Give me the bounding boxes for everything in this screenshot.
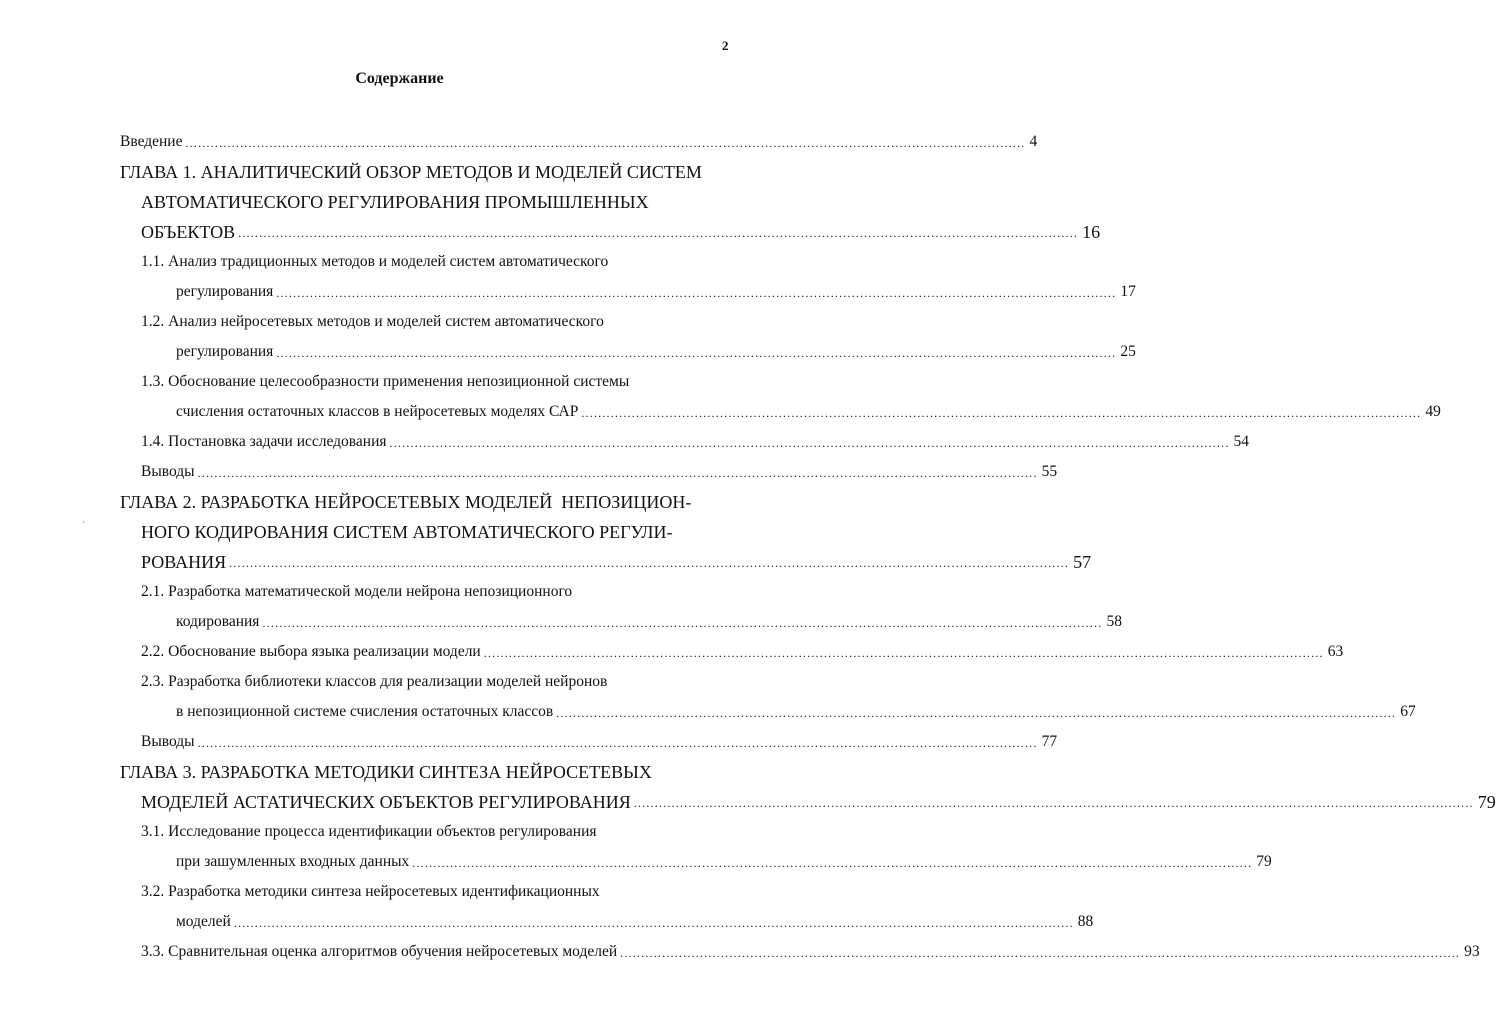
toc-entry[interactable]: 2.2. Обоснование выбора языка реализации модели ........................................................................................................................................................................................................ 63 [141, 643, 1344, 660]
dot-leader: ........................................................................................................................................................................................................ [389, 436, 1230, 450]
dot-leader: ........................................................................................................................................................................................................ [556, 706, 1397, 720]
toc-entry[interactable]: ГЛАВА 1. АНАЛИТИЧЕСКИЙ ОБЗОР МЕТОДОВ И МОДЕЛЕЙ СИСТЕМ [120, 162, 702, 182]
page-title: Содержание [355, 70, 444, 87]
toc-entry[interactable]: при зашумленных входных данных ........................................................................................................................................................................................................ 79 [176, 853, 1272, 870]
toc-entry[interactable]: Выводы ........................................................................................................................................................................................................ 55 [141, 463, 1058, 480]
dot-leader: ........................................................................................................................................................................................................ [276, 286, 1117, 300]
toc-entry[interactable]: счисления остаточных классов в нейросетевых моделях САР ........................................................................................................................................................................................................ 49 [176, 403, 1441, 420]
toc-entry[interactable]: ОБЪЕКТОВ ........................................................................................................................................................................................................ 16 [141, 222, 1101, 242]
dot-leader: ........................................................................................................................................................................................................ [581, 406, 1422, 420]
dot-leader: ........................................................................................................................................................................................................ [483, 646, 1324, 660]
toc-entry[interactable]: кодирования ........................................................................................................................................................................................................ 58 [176, 613, 1122, 630]
dot-leader: ........................................................................................................................................................................................................ [185, 136, 1026, 150]
dot-leader: ........................................................................................................................................................................................................ [197, 736, 1038, 750]
dot-leader: ........................................................................................................................................................................................................ [412, 856, 1253, 870]
toc-entry[interactable]: 3.1. Исследование процесса идентификации объектов регулирования [141, 823, 597, 840]
toc-entry[interactable]: 3.3. Сравнительная оценка алгоритмов обучения нейросетевых моделей ........................................................................................................................................................................................................ 93 [141, 943, 1480, 960]
toc-entry[interactable]: 1.4. Постановка задачи исследования ........................................................................................................................................................................................................ 54 [141, 433, 1250, 450]
toc-entry[interactable]: ГЛАВА 2. РАЗРАБОТКА НЕЙРОСЕТЕВЫХ МОДЕЛЕЙ НЕПОЗИЦИОН- [120, 492, 692, 512]
dot-leader: ........................................................................................................................................................................................................ [238, 226, 1079, 240]
dot-leader: ........................................................................................................................................................................................................ [229, 556, 1070, 570]
dot-leader: ........................................................................................................................................................................................................ [276, 346, 1117, 360]
toc-entry[interactable]: 1.1. Анализ традиционных методов и моделей систем автоматического [141, 253, 609, 270]
toc-entry[interactable]: моделей ........................................................................................................................................................................................................ 88 [176, 913, 1094, 930]
toc-entry[interactable]: Выводы ........................................................................................................................................................................................................ 77 [141, 733, 1058, 750]
toc-entry[interactable]: 3.2. Разработка методики синтеза нейросетевых идентификационных [141, 883, 600, 900]
toc-entry[interactable]: АВТОМАТИЧЕСКОГО РЕГУЛИРОВАНИЯ ПРОМЫШЛЕННЫХ [141, 192, 649, 212]
toc-entry[interactable]: регулирования ........................................................................................................................................................................................................ 17 [176, 283, 1136, 300]
toc-entry[interactable]: регулирования ........................................................................................................................................................................................................ 25 [176, 343, 1136, 360]
toc-entry[interactable]: РОВАНИЯ ........................................................................................................................................................................................................ 57 [141, 552, 1092, 572]
toc-entry[interactable]: 1.3. Обоснование целесообразности применения непозиционной системы [141, 373, 630, 390]
toc-entry[interactable]: 1.2. Анализ нейросетевых методов и моделей систем автоматического [141, 313, 604, 330]
dot-leader: ........................................................................................................................................................................................................ [262, 616, 1103, 630]
toc-entry[interactable]: в непозиционной системе счисления остаточных классов ........................................................................................................................................................................................................ 67 [176, 703, 1416, 720]
scan-mark: ` [82, 521, 86, 532]
toc-entry[interactable]: 2.1. Разработка математической модели нейрона непозиционного [141, 583, 573, 600]
toc-entry[interactable]: МОДЕЛЕЙ АСТАТИЧЕСКИХ ОБЪЕКТОВ РЕГУЛИРОВАНИЯ ........................................................................................................................................................................................................ 79 [141, 792, 1496, 812]
toc-entry[interactable]: НОГО КОДИРОВАНИЯ СИСТЕМ АВТОМАТИЧЕСКОГО РЕГУЛИ- [141, 522, 673, 542]
toc-entry[interactable]: 2.3. Разработка библиотеки классов для реализации моделей нейронов [141, 673, 608, 690]
dot-leader: ........................................................................................................................................................................................................ [197, 466, 1038, 480]
dot-leader: ........................................................................................................................................................................................................ [633, 796, 1474, 810]
toc-entry[interactable]: ГЛАВА 3. РАЗРАБОТКА МЕТОДИКИ СИНТЕЗА НЕЙРОСЕТЕВЫХ [120, 762, 652, 782]
toc-entry[interactable]: Введение ........................................................................................................................................................................................................ 4 [120, 133, 1038, 150]
page-number: 2 [722, 38, 729, 53]
dot-leader: ........................................................................................................................................................................................................ [233, 916, 1074, 930]
dot-leader: ........................................................................................................................................................................................................ [620, 946, 1461, 960]
